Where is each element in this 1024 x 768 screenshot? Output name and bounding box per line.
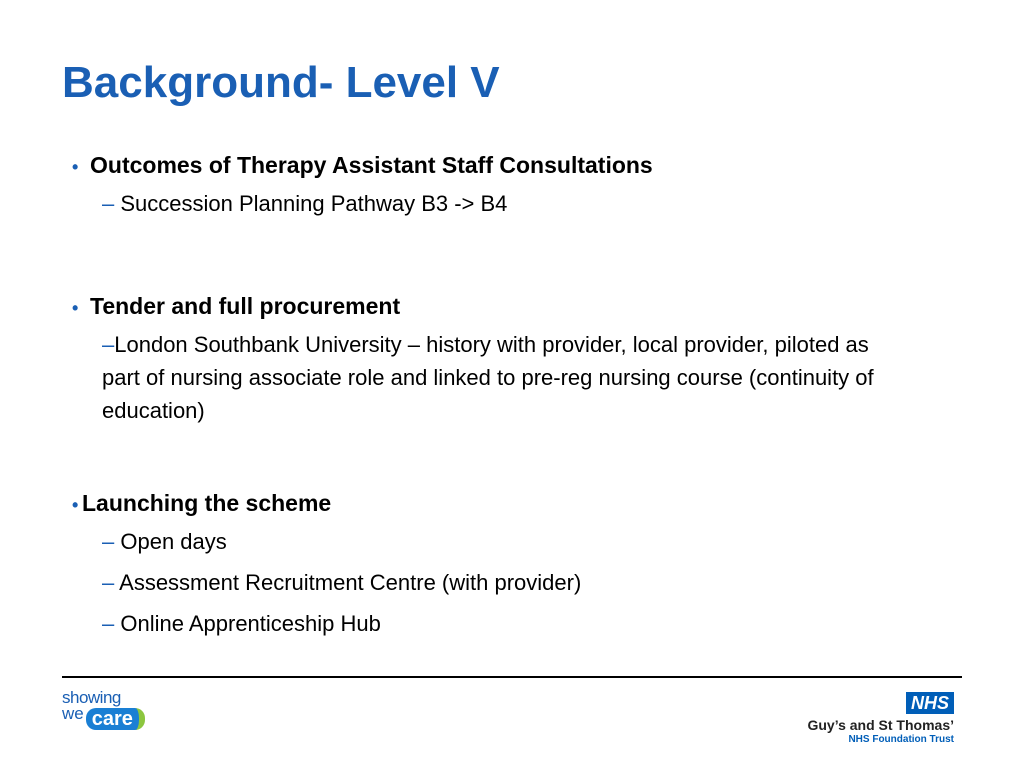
dash-icon: – bbox=[102, 611, 121, 636]
bullet-icon: • bbox=[72, 495, 79, 515]
section-outcomes bbox=[72, 152, 952, 220]
trust-name: Guy’s and St Thomas’ bbox=[807, 717, 954, 733]
dash-icon: – bbox=[102, 191, 121, 216]
section-heading: Launching the scheme bbox=[82, 490, 332, 516]
list-item: Succession Planning Pathway B3 -> B4 bbox=[120, 191, 508, 216]
dash-icon: – bbox=[102, 529, 121, 554]
logo-text-care: care bbox=[86, 708, 145, 730]
list-item: Online Apprenticeship Hub bbox=[120, 611, 381, 636]
nhs-badge: NHS bbox=[906, 692, 954, 714]
section-tender bbox=[72, 293, 932, 427]
section-heading: Tender and full procurement bbox=[90, 293, 401, 319]
list-item: Open days bbox=[120, 529, 227, 554]
section-heading: Outcomes of Therapy Assistant Staff Consultations bbox=[90, 152, 653, 178]
showing-we-care-logo bbox=[62, 690, 162, 750]
logo-text-showing: showing bbox=[62, 688, 121, 707]
footer-divider bbox=[62, 676, 962, 678]
list-item: Assessment Recruitment Centre (with provider) bbox=[119, 570, 582, 595]
slide-title: Background- Level V bbox=[62, 58, 500, 107]
dash-icon: – bbox=[102, 570, 120, 595]
nhs-trust-logo bbox=[794, 692, 954, 748]
section-launching bbox=[72, 490, 932, 640]
list-item: London Southbank University – history with provider, local provider, piloted as part of nursing associate role and linked to pre-reg nursing course (continuity of education) bbox=[102, 332, 874, 423]
trust-subtitle: NHS Foundation Trust bbox=[848, 734, 954, 745]
logo-text-we: we bbox=[62, 704, 84, 723]
bullet-icon: • bbox=[72, 298, 79, 318]
bullet-icon: • bbox=[72, 157, 79, 177]
dash-icon: – bbox=[102, 332, 115, 357]
